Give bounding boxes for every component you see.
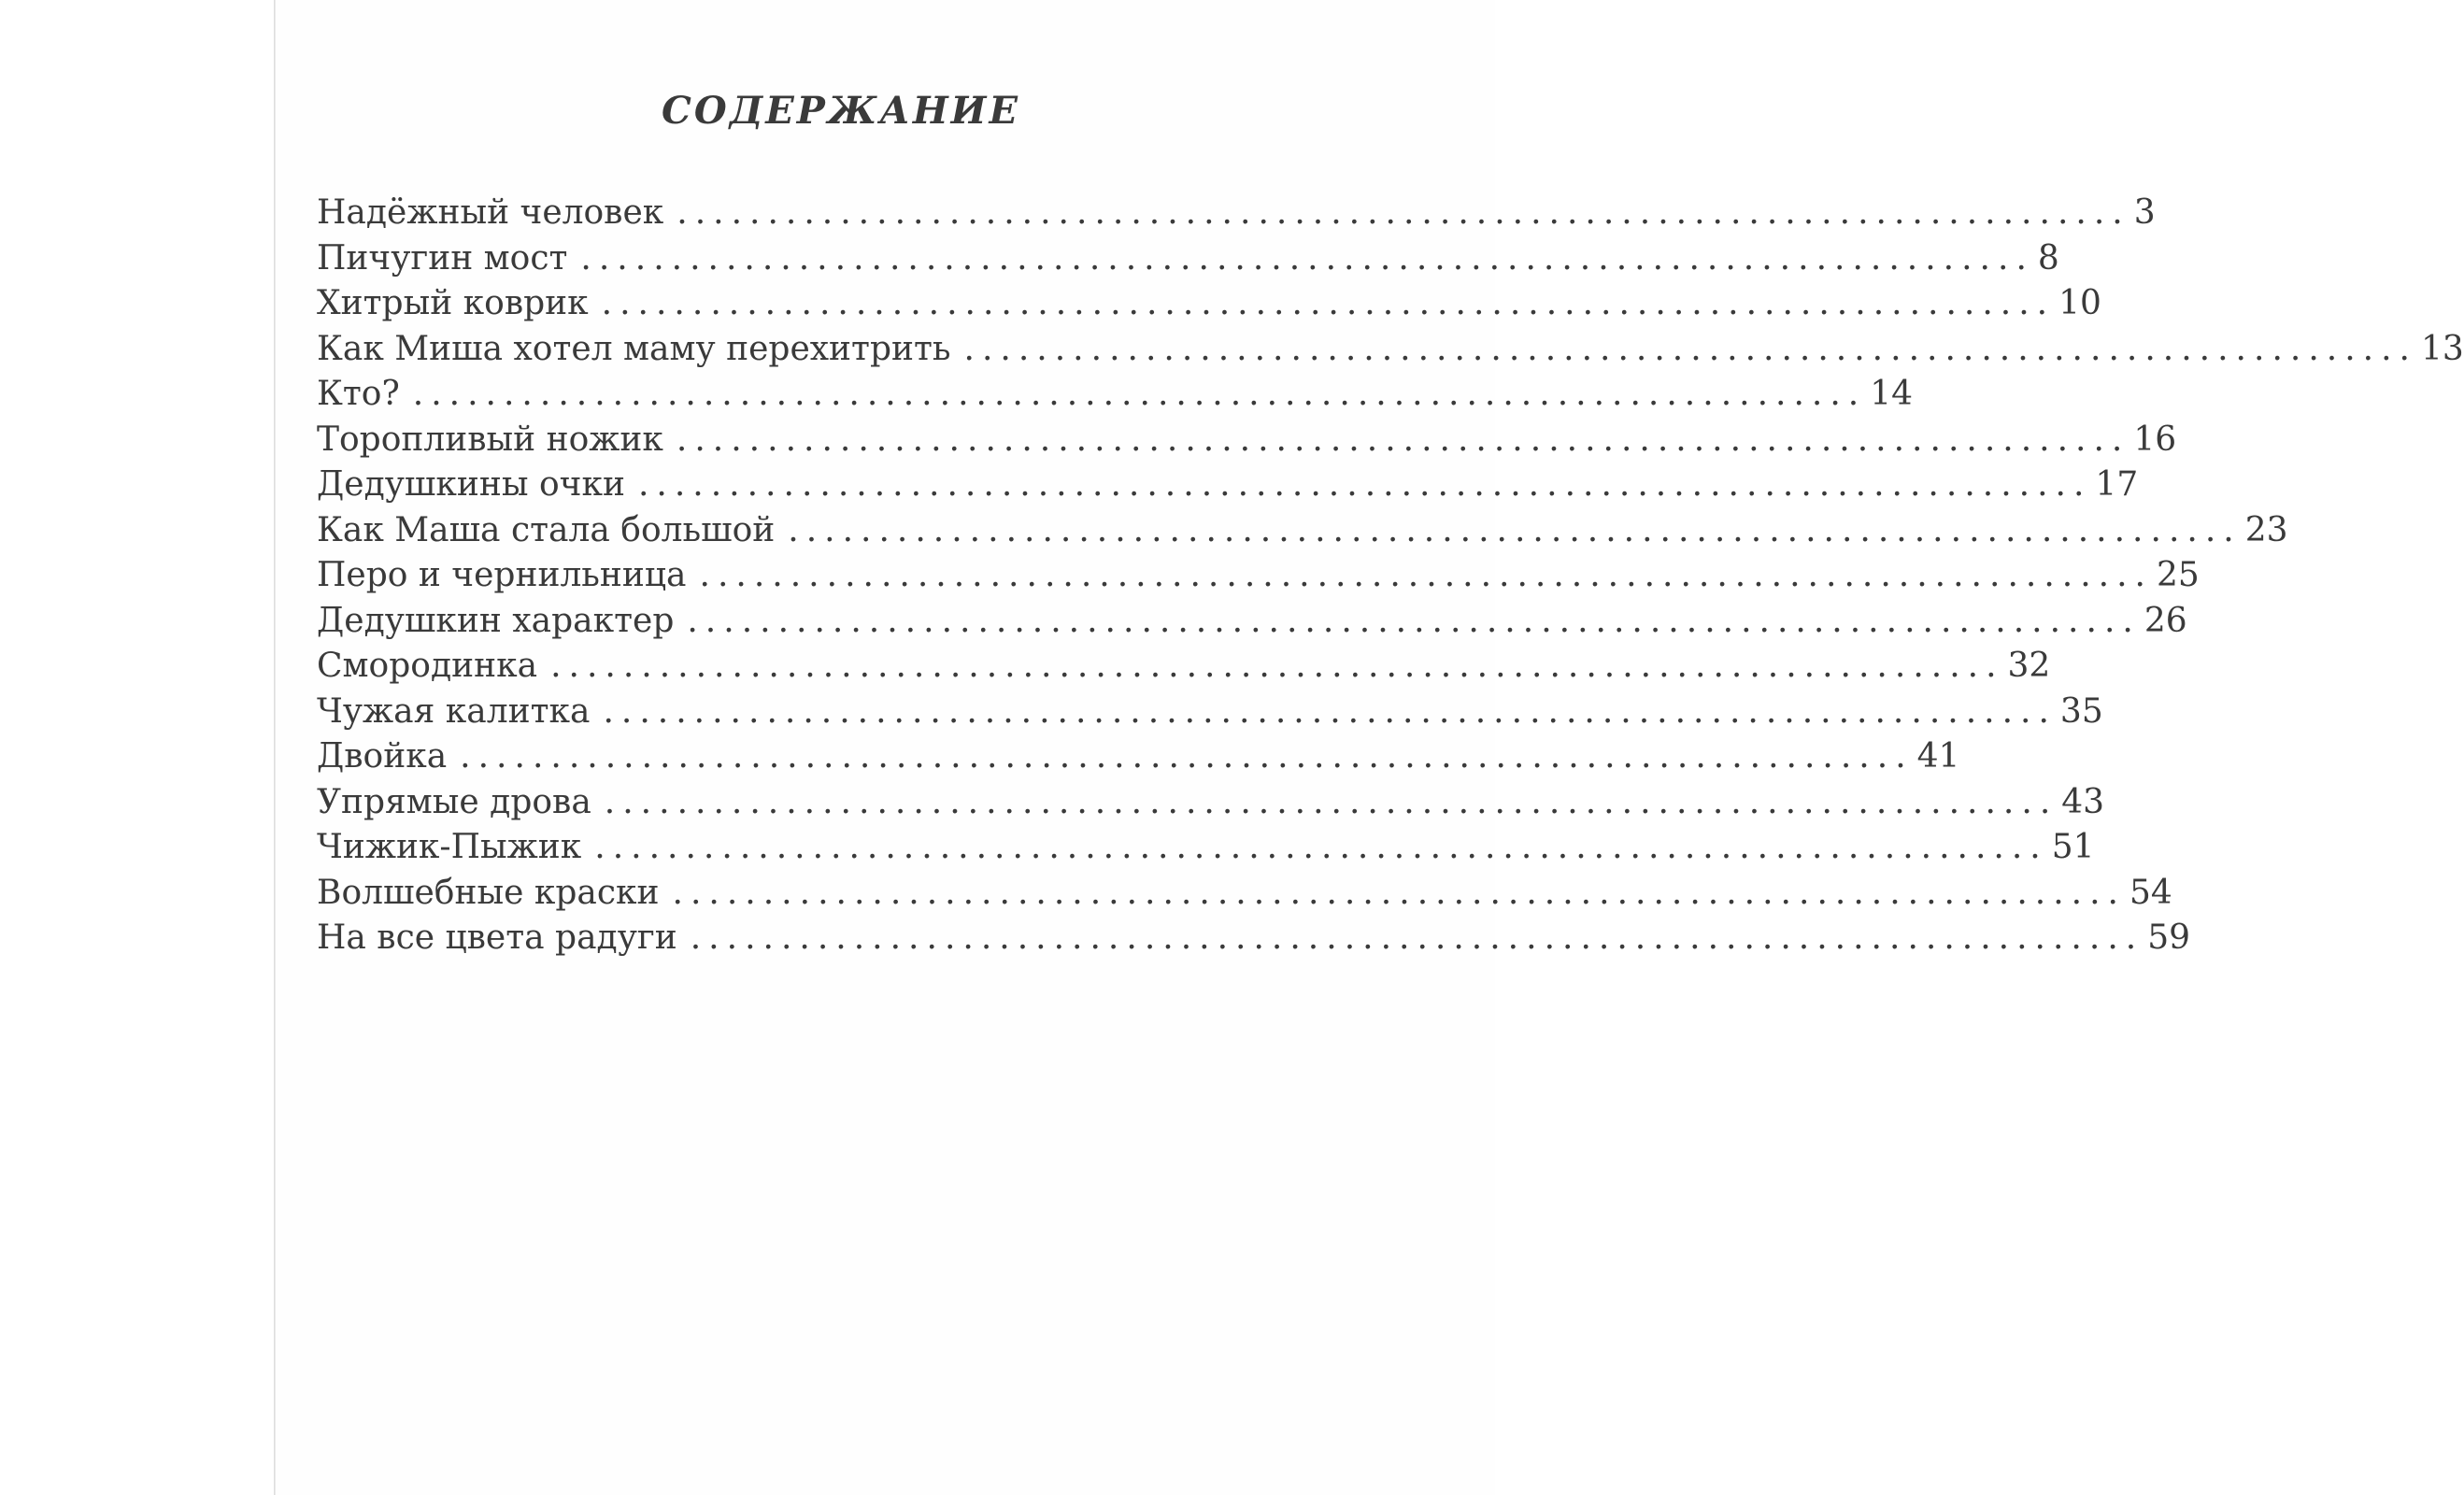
toc-entry — [317, 647, 2051, 692]
toc-entry-title: Как Миша хотел маму перехитрить — [317, 329, 951, 368]
dot-leader: ................................................................................ — [699, 556, 2153, 594]
toc-entry-page: 10 — [2058, 284, 2101, 322]
toc-entry — [317, 238, 2059, 285]
toc-entry-page: 51 — [2051, 828, 2095, 866]
dot-leader: ................................................................................ — [963, 329, 2417, 368]
toc-entry — [317, 556, 2200, 602]
toc-entry-title: Чужая калитка — [317, 691, 591, 731]
toc-entry-title: Перо и чернильница — [317, 556, 687, 594]
toc-entry — [317, 918, 2191, 964]
dot-leader: ................................................................................ — [604, 782, 2058, 821]
dot-leader: ................................................................................ — [550, 647, 2004, 685]
toc-entry-page: 41 — [1916, 737, 1960, 776]
toc-entry-title: Надёжный человек — [317, 193, 664, 232]
toc-entry-page: 13 — [2420, 329, 2464, 368]
toc-entry-page: 25 — [2156, 556, 2200, 594]
toc-entry-title: Чижик-Пыжик — [317, 828, 582, 866]
toc-entry — [317, 284, 2101, 330]
toc-entry-page: 23 — [2244, 510, 2288, 549]
toc-entry-page: 8 — [2037, 238, 2059, 278]
dot-leader: ................................................................................ — [690, 918, 2144, 957]
toc-entry-page: 43 — [2061, 782, 2105, 821]
dot-leader: ................................................................................ — [676, 420, 2130, 459]
dot-leader: ................................................................................ — [677, 193, 2130, 232]
toc-entry-page: 35 — [2059, 691, 2103, 731]
toc-entry — [317, 828, 2095, 874]
toc-entry-page: 14 — [1870, 375, 1914, 413]
toc-entry-title: Волшебные краски — [317, 873, 660, 912]
dot-leader: ................................................................................ — [412, 375, 1867, 413]
toc-entry-page: 54 — [2129, 873, 2172, 912]
toc-entry-title: Дедушкин характер — [317, 601, 675, 640]
toc-entry — [317, 465, 2139, 511]
toc-entry — [317, 873, 2172, 919]
dot-leader: ................................................................................ — [687, 601, 2141, 640]
dot-leader: ................................................................................ — [637, 465, 2092, 504]
book-page — [276, 0, 2464, 1495]
toc-entry — [317, 193, 2156, 239]
facing-page-margin — [0, 0, 274, 1495]
dot-leader: ................................................................................ — [601, 284, 2056, 322]
dot-leader: ................................................................................ — [672, 873, 2126, 912]
page-title: СОДЕРЖАНИЕ — [662, 89, 1020, 133]
toc-entry-title: Кто? — [317, 375, 400, 413]
toc-entry — [317, 510, 2288, 557]
dot-leader: ................................................................................ — [580, 238, 2034, 278]
toc-entry-title: Пичугин мост — [317, 238, 568, 278]
toc-entry-page: 3 — [2133, 193, 2156, 232]
toc-entry-page: 26 — [2144, 601, 2187, 640]
toc-entry-page: 32 — [2007, 647, 2051, 685]
toc-entry-title: Упрямые дрова — [317, 782, 591, 821]
dot-leader: ................................................................................ — [594, 828, 2048, 866]
toc-entry — [317, 782, 2105, 829]
dot-leader: ................................................................................ — [460, 737, 1914, 776]
toc-entry — [317, 601, 2187, 648]
toc-entry — [317, 420, 2177, 466]
toc-entry-title: Хитрый коврик — [317, 284, 589, 322]
toc-entry — [317, 691, 2103, 738]
toc-entry-title: Дедушкины очки — [317, 465, 625, 504]
dot-leader: ................................................................................ — [603, 691, 2057, 731]
toc-entry-title: Как Маша стала большой — [317, 510, 776, 549]
toc-entry-title: Торопливый ножик — [317, 420, 663, 459]
toc-entry-title: На все цвета радуги — [317, 918, 677, 957]
table-of-contents — [317, 193, 2464, 964]
dot-leader: ................................................................................ — [788, 510, 2242, 549]
toc-entry-page: 17 — [2095, 465, 2139, 504]
toc-entry — [317, 375, 1914, 420]
toc-entry-page: 16 — [2133, 420, 2177, 459]
toc-entry-title: Смородинка — [317, 647, 538, 685]
toc-entry-page: 59 — [2147, 918, 2191, 957]
toc-entry — [317, 329, 2464, 376]
toc-entry — [317, 737, 1960, 783]
toc-entry-title: Двойка — [317, 737, 448, 776]
